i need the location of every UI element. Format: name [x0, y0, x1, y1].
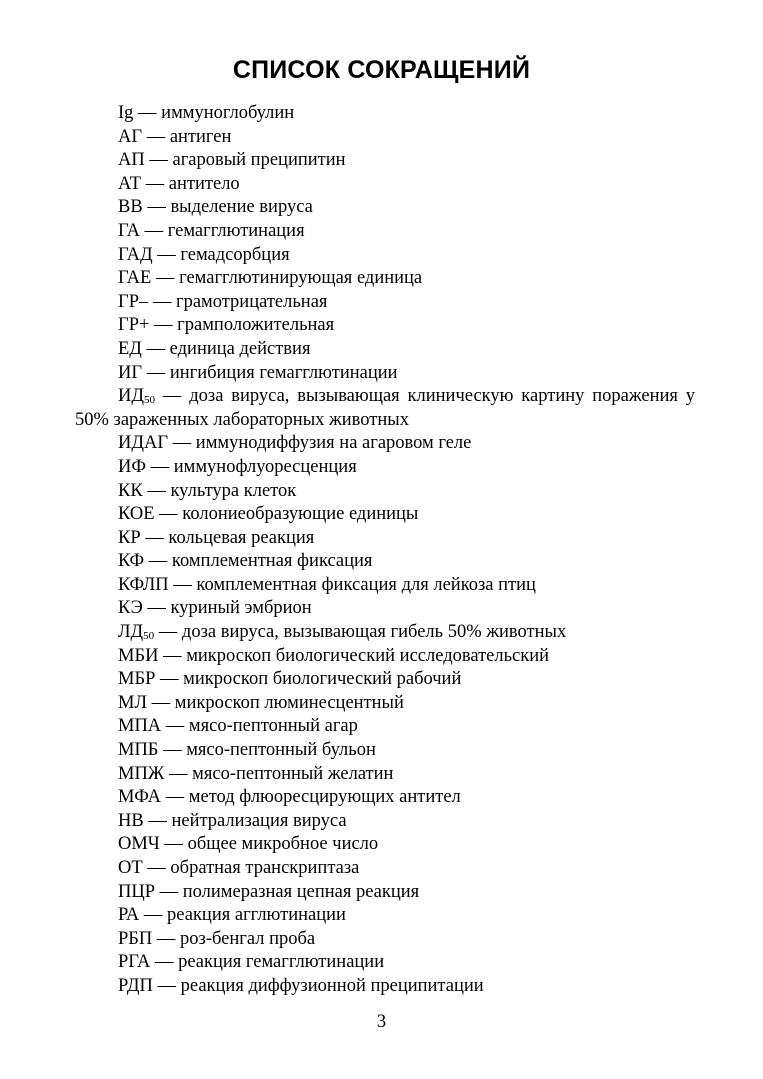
abbreviation-text: РДП — [118, 975, 153, 996]
abbreviation-term — [118, 764, 164, 784]
abbreviation-definition: гемагглютинирующая единица — [179, 268, 423, 289]
abbreviation-text: Ig — [118, 103, 134, 123]
abbreviation-entry — [75, 480, 695, 504]
page-number: 3 — [376, 1012, 387, 1032]
em-dash-separator: — — [151, 268, 180, 289]
abbreviation-text: ОТ — [118, 858, 143, 878]
abbreviation-entry — [75, 857, 695, 881]
abbreviation-definition: гемадсорбция — [180, 244, 290, 265]
abbreviation-term — [118, 551, 144, 571]
abbreviation-entry — [75, 668, 695, 692]
abbreviation-definition: доза вируса, вызывающая гибель 50% животных — [181, 622, 567, 643]
em-dash-separator: — — [142, 858, 171, 878]
abbreviation-list — [75, 102, 695, 999]
abbreviation-definition: обратная транскриптаза — [170, 858, 360, 878]
em-dash-separator: — — [168, 433, 196, 454]
abbreviation-definition: общее микробное число — [187, 834, 379, 855]
abbreviation-entry — [75, 385, 695, 432]
em-dash-separator: — — [142, 362, 170, 383]
abbreviation-definition: культура клеток — [170, 480, 297, 501]
em-dash-separator: — — [152, 928, 181, 949]
abbreviation-text: ГАД — [118, 244, 153, 265]
abbreviation-entry — [75, 928, 695, 952]
abbreviation-text: РА — [118, 905, 140, 926]
abbreviation-definition: реакция агглютинации — [167, 905, 346, 926]
abbreviation-term — [118, 127, 142, 147]
em-dash-separator: — — [152, 975, 181, 996]
abbreviation-entry — [75, 527, 695, 551]
abbreviation-definition: метод флюоресцирующих антител — [188, 787, 461, 808]
abbreviation-term — [118, 481, 143, 501]
em-dash-separator: — — [154, 386, 190, 407]
em-dash-separator: — — [155, 881, 183, 902]
abbreviation-entry — [75, 739, 695, 763]
abbreviation-definition: мясо-пептонный агар — [188, 716, 358, 737]
abbreviation-text: НВ — [118, 810, 144, 831]
abbreviation-text: ЕД — [118, 338, 142, 359]
abbreviation-text: ИФ — [118, 456, 146, 477]
abbreviation-entry — [75, 362, 695, 386]
em-dash-separator: — — [155, 669, 184, 690]
abbreviation-definition: реакция гемагглютинации — [178, 952, 385, 973]
abbreviation-subscript: 50 — [143, 394, 155, 407]
abbreviation-term — [118, 858, 143, 878]
abbreviation-definition: иммунофлуоресценция — [173, 456, 357, 477]
abbreviation-definition: микроскоп люминесцентный — [174, 692, 404, 713]
abbreviation-definition: мясо-пептонный бульон — [186, 740, 376, 761]
abbreviation-definition: антитело — [168, 173, 240, 194]
em-dash-separator: — — [139, 905, 168, 926]
abbreviation-term — [118, 952, 150, 972]
em-dash-separator: — — [143, 810, 172, 831]
abbreviation-definition: микроскоп биологический исследовательский — [186, 645, 550, 666]
abbreviation-entry — [75, 715, 695, 739]
em-dash-separator: — — [141, 173, 169, 194]
abbreviation-entry — [75, 550, 695, 574]
em-dash-separator: — — [150, 952, 179, 973]
abbreviation-term — [118, 929, 152, 949]
abbreviation-text: ЛД — [118, 622, 144, 643]
abbreviation-definition: мясо-пептонный желатин — [192, 763, 394, 784]
abbreviation-text: КК — [118, 480, 143, 501]
abbreviation-text: ПЦР — [118, 881, 156, 902]
em-dash-separator: — — [168, 574, 197, 595]
em-dash-separator: — — [164, 763, 193, 784]
em-dash-separator: — — [159, 834, 188, 855]
abbreviation-text: КОЕ — [118, 504, 155, 525]
abbreviation-entry — [75, 267, 695, 291]
abbreviation-text: МПА — [118, 716, 162, 737]
abbreviation-term — [118, 386, 155, 406]
abbreviation-term — [118, 669, 155, 689]
abbreviation-entry — [75, 763, 695, 787]
abbreviation-text: МПБ — [118, 740, 159, 761]
abbreviation-term — [118, 787, 161, 807]
abbreviation-text: РБП — [118, 928, 153, 949]
abbreviation-text: МФА — [118, 787, 162, 808]
em-dash-separator: — — [154, 622, 182, 643]
abbreviation-definition: куриный эмбрион — [170, 598, 312, 619]
abbreviation-definition: единица действия — [169, 338, 311, 359]
abbreviation-text: ВВ — [118, 197, 143, 218]
abbreviation-term — [118, 646, 158, 666]
abbreviation-entry — [75, 149, 695, 173]
abbreviation-term — [118, 882, 155, 902]
em-dash-separator: — — [140, 527, 169, 548]
abbreviation-entry — [75, 173, 695, 197]
em-dash-separator: — — [154, 504, 183, 525]
abbreviation-entry — [75, 503, 695, 527]
abbreviation-term — [118, 693, 147, 713]
abbreviation-term — [118, 174, 141, 194]
abbreviation-entry — [75, 126, 695, 150]
abbreviation-entry — [75, 904, 695, 928]
abbreviation-entry — [75, 692, 695, 716]
abbreviation-term — [118, 575, 169, 595]
abbreviation-text: АТ — [118, 173, 142, 194]
abbreviation-term — [118, 740, 158, 760]
abbreviation-entry — [75, 597, 695, 621]
abbreviation-text: ИДАГ — [118, 433, 169, 454]
abbreviation-entry — [75, 338, 695, 362]
em-dash-separator: — — [144, 551, 172, 572]
abbreviation-entry — [75, 314, 695, 338]
em-dash-separator: — — [161, 716, 189, 737]
page-title: СПИСОК СОКРАЩЕНИЙ — [232, 56, 531, 84]
abbreviation-definition: колониеобразующие единицы — [182, 504, 419, 525]
em-dash-separator: — — [147, 692, 175, 713]
abbreviation-term — [118, 315, 149, 335]
abbreviation-text: МБР — [118, 669, 156, 690]
abbreviation-definition: грамположительная — [177, 315, 335, 336]
abbreviation-definition: агаровый преципитин — [172, 150, 346, 171]
abbreviation-term — [118, 197, 143, 217]
abbreviation-term — [118, 716, 161, 736]
abbreviation-definition: полимеразная цепная реакция — [182, 881, 420, 902]
abbreviation-text: МБИ — [118, 645, 159, 666]
abbreviation-text: ИГ — [118, 362, 143, 383]
em-dash-separator: — — [144, 150, 173, 171]
em-dash-separator: — — [158, 645, 187, 666]
abbreviation-definition: нейтрализация вируса — [171, 810, 347, 831]
abbreviation-subscript: 50 — [143, 630, 155, 643]
abbreviation-entry — [75, 975, 695, 999]
abbreviation-term — [118, 622, 154, 642]
abbreviation-text: ОМЧ — [118, 834, 160, 855]
abbreviation-definition: антиген — [169, 126, 232, 147]
abbreviation-entry — [75, 645, 695, 669]
abbreviation-term — [118, 905, 139, 925]
abbreviation-term — [118, 528, 141, 548]
abbreviation-text: ГА — [118, 220, 141, 241]
em-dash-separator: — — [148, 291, 176, 312]
abbreviation-definition: микроскоп биологический рабочий — [183, 669, 462, 690]
abbreviation-definition: роз-бенгал проба — [180, 928, 316, 949]
em-dash-separator: — — [152, 244, 181, 265]
abbreviation-entry — [75, 220, 695, 244]
abbreviation-definition: кольцевая реакция — [168, 527, 315, 548]
abbreviation-text: ИД — [118, 386, 144, 407]
abbreviation-definition: гемагглютинация — [167, 220, 305, 241]
abbreviation-definition: ингибиция гемагглютинации — [169, 362, 398, 383]
abbreviation-entry — [75, 102, 695, 126]
abbreviation-text: КР — [118, 527, 141, 548]
abbreviation-definition: выделение вируса — [170, 197, 313, 218]
abbreviation-entry — [75, 244, 695, 268]
em-dash-separator: — — [142, 598, 171, 619]
em-dash-separator: — — [149, 315, 178, 336]
abbreviation-term — [118, 221, 140, 241]
abbreviation-term — [118, 811, 144, 831]
abbreviation-term — [118, 363, 142, 383]
abbreviation-text: АГ — [118, 126, 143, 147]
abbreviation-definition: доза вируса, вызывающая клиническую картину поражения у 50% зараженных лабораторных животных — [75, 386, 696, 430]
abbreviation-term — [118, 834, 160, 854]
em-dash-separator: — — [142, 126, 170, 147]
abbreviation-definition: реакция диффузионной преципитации — [180, 975, 484, 996]
abbreviation-term — [118, 339, 142, 359]
abbreviation-term — [118, 457, 146, 477]
abbreviation-text: КЭ — [118, 598, 143, 619]
abbreviation-text: ГР– — [118, 291, 149, 312]
abbreviation-entry — [75, 881, 695, 905]
abbreviation-definition: иммунодиффузия на агаровом геле — [195, 433, 472, 454]
em-dash-separator: — — [145, 456, 174, 477]
abbreviation-text: ГР+ — [118, 315, 150, 336]
em-dash-separator: — — [140, 220, 168, 241]
abbreviation-term — [118, 150, 145, 170]
abbreviation-definition: грамотрицательная — [175, 291, 328, 312]
abbreviation-term — [118, 976, 153, 996]
abbreviation-term — [118, 292, 148, 312]
abbreviation-term — [118, 504, 155, 524]
abbreviation-text: АП — [118, 150, 145, 171]
abbreviation-term — [118, 598, 143, 618]
abbreviation-term — [118, 268, 151, 288]
abbreviation-text: КФЛП — [118, 574, 169, 595]
abbreviation-text: РГА — [118, 952, 151, 973]
abbreviation-term — [118, 433, 168, 453]
abbreviation-entry — [75, 833, 695, 857]
abbreviation-entry — [75, 951, 695, 975]
abbreviation-text: КФ — [118, 551, 145, 572]
em-dash-separator: — — [142, 197, 171, 218]
abbreviation-definition: иммуноглобулин — [161, 103, 295, 123]
em-dash-separator: — — [141, 338, 170, 359]
abbreviation-term — [118, 245, 153, 265]
em-dash-separator: — — [158, 740, 187, 761]
abbreviation-definition: комплементная фиксация для лейкоза птиц — [196, 574, 536, 595]
abbreviation-entry — [75, 291, 695, 315]
abbreviation-entry — [75, 574, 695, 598]
abbreviation-term — [118, 103, 133, 123]
abbreviation-entry — [75, 786, 695, 810]
abbreviation-entry — [75, 196, 695, 220]
em-dash-separator: — — [161, 787, 189, 808]
abbreviation-text: МЛ — [118, 692, 147, 713]
abbreviation-text: ГАЕ — [118, 268, 152, 289]
abbreviation-entry — [75, 456, 695, 480]
abbreviation-entry — [75, 621, 695, 645]
abbreviation-entry — [75, 810, 695, 834]
abbreviation-definition: комплементная фиксация — [171, 551, 373, 572]
em-dash-separator: — — [142, 480, 171, 501]
abbreviation-text: МПЖ — [118, 763, 165, 784]
em-dash-separator: — — [133, 103, 162, 123]
abbreviation-entry — [75, 432, 695, 456]
